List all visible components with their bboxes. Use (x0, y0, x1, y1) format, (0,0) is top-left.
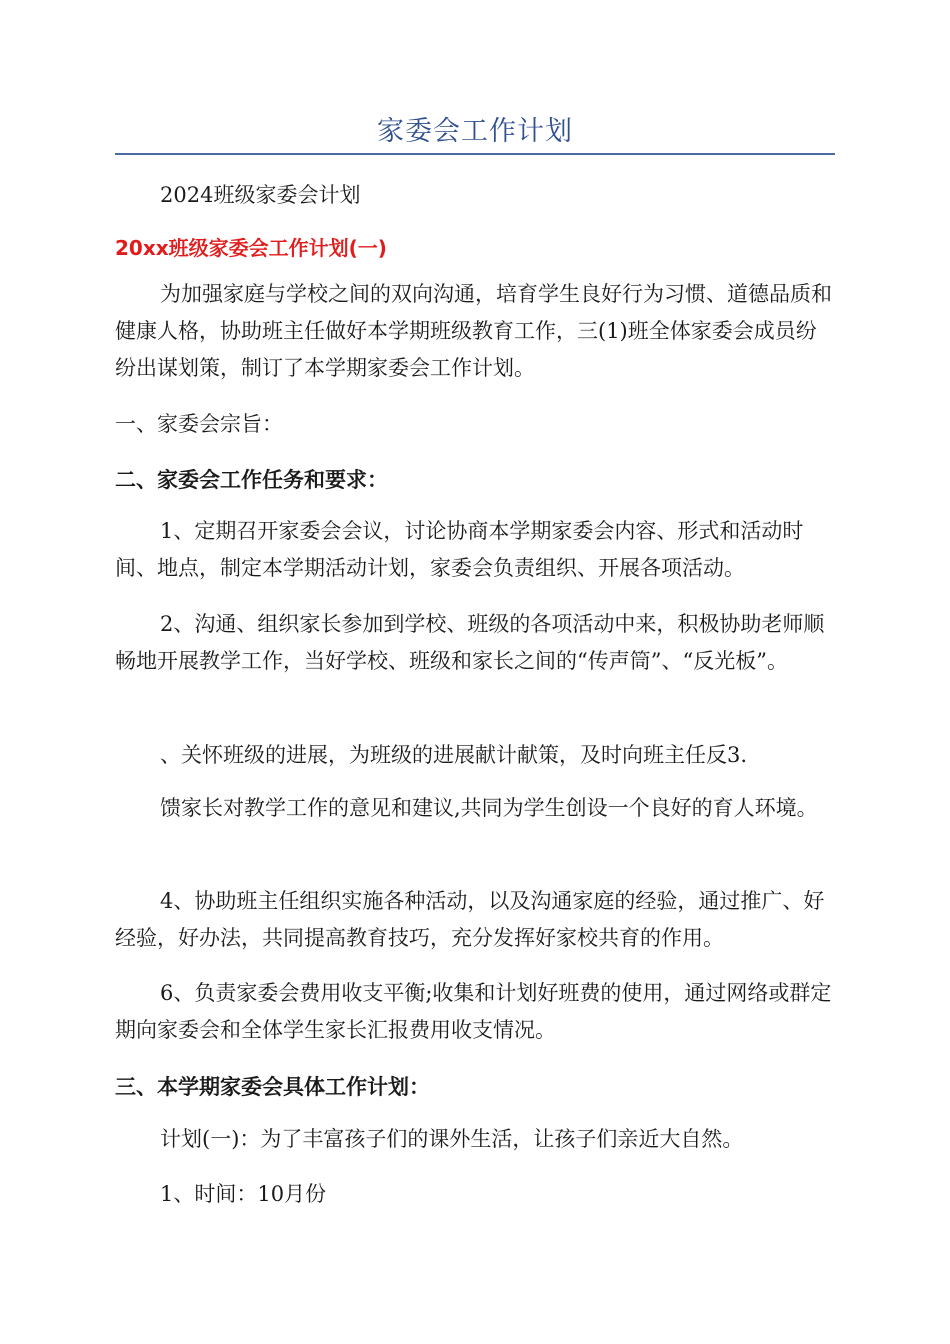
task-item-4: 4、协助班主任组织实施各种活动，以及沟通家庭的经验，通过推广、好经验，好办法，共同提高教育技巧，充分发挥好家校共育的作用。 (115, 889, 825, 950)
task-item-3-continued: 馈家长对教学工作的意见和建议,共同为学生创设一个良好的育人环境。 (160, 796, 818, 820)
task-item-1: 1、定期召开家委会会议，讨论协商本学期家委会内容、形式和活动时间、地点，制定本学期活动计划，家委会负责组织、开展各项活动。 (115, 519, 804, 580)
document-title: 家委会工作计划 (377, 116, 573, 147)
intro-paragraph: 为加强家庭与学校之间的双向沟通，培育学生良好行为习惯、道德品质和健康人格，协助班主任做好本学期班级教育工作，三(1)班全体家委会成员纷纷出谋划策，制订了本学期家委会工作计划。 (115, 282, 832, 380)
heading-tasks: 二、家委会工作任务和要求： (115, 467, 388, 492)
plan-1-time: 1、时间：10月份 (160, 1182, 327, 1206)
task-item-2: 2、沟通、组织家长参加到学校、班级的各项活动中来，积极协助老师顺畅地开展教学工作，当好学校、班级和家长之间的“传声筒”、“反光板”。 (115, 612, 825, 673)
heading-plan: 三、本学期家委会具体工作计划： (115, 1074, 430, 1099)
task-item-6: 6、负责家委会费用收支平衡;收集和计划好班费的使用，通过网络或群定期向家委会和全体学生家长汇报费用收支情况。 (115, 981, 832, 1042)
task-item-3-line: 、关怀班级的进展，为班级的进展献计献策，及时向班主任反3. (160, 743, 748, 767)
plan-1: 计划(一)：为了丰富孩子们的课外生活，让孩子们亲近大自然。 (160, 1127, 744, 1151)
document-subtitle: 2024班级家委会计划 (160, 183, 361, 207)
section-heading: 20xx班级家委会工作计划(一) (115, 236, 387, 260)
title-underline (115, 153, 835, 155)
heading-purpose: 一、家委会宗旨： (115, 412, 283, 436)
